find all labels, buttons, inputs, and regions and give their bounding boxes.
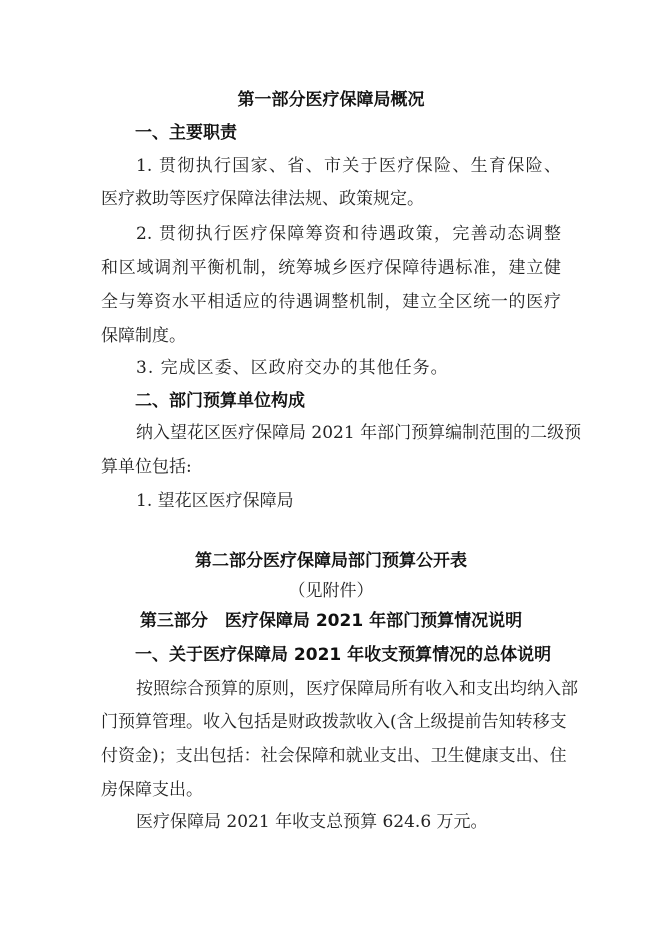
section-heading-units: 二、部门预算单位构成 <box>135 391 305 411</box>
part3-title: 第三部分 医疗保障局 2021 年部门预算情况说明 <box>139 611 523 631</box>
duty-item-1-line: 医疗救助等医疗保障法律法规、政策规定。 <box>101 189 424 209</box>
overview-para-line: 按照综合预算的原则，医疗保障局所有收入和支出均纳入部 <box>136 679 578 699</box>
unit-item-1: 1. 望花区医疗保障局 <box>136 491 294 511</box>
section-heading-duties: 一、主要职责 <box>135 123 237 143</box>
duty-item-2-line: 和区域调剂平衡机制，统筹城乡医疗保障待遇标准，建立健 <box>101 258 561 278</box>
duty-item-2-line: 保障制度。 <box>101 326 186 346</box>
duty-item-1-line: 1. 贯彻执行国家、省、市关于医疗保险、生育保险、 <box>136 156 561 176</box>
duty-item-3: 3. 完成区委、区政府交办的其他任务。 <box>136 358 449 378</box>
part2-title: 第二部分医疗保障局部门预算公开表 <box>195 551 467 571</box>
overview-para-line: 房保障支出。 <box>101 780 203 800</box>
duty-item-2-line: 2. 贯彻执行医疗保障筹资和待遇政策，完善动态调整 <box>136 224 561 244</box>
units-intro-line: 算单位包括: <box>101 457 192 477</box>
part1-title: 第一部分医疗保障局概况 <box>237 90 425 110</box>
overview-para-line: 门预算管理。收入包括是财政拨款收入(含上级提前告知转移支 <box>101 712 567 732</box>
duty-item-2-line: 全与筹资水平相适应的待遇调整机制，建立全区统一的医疗 <box>101 292 561 312</box>
part2-note: （见附件） <box>288 581 374 601</box>
section-heading-overview: 一、关于医疗保障局 2021 年收支预算情况的总体说明 <box>135 645 552 665</box>
units-intro-line: 纳入望花区医疗保障局 2021 年部门预算编制范围的二级预 <box>136 423 582 443</box>
total-budget-line: 医疗保障局 2021 年收支总预算 624.6 万元。 <box>136 812 488 832</box>
overview-para-line: 付资金)；支出包括：社会保障和就业支出、卫生健康支出、住 <box>101 746 567 766</box>
